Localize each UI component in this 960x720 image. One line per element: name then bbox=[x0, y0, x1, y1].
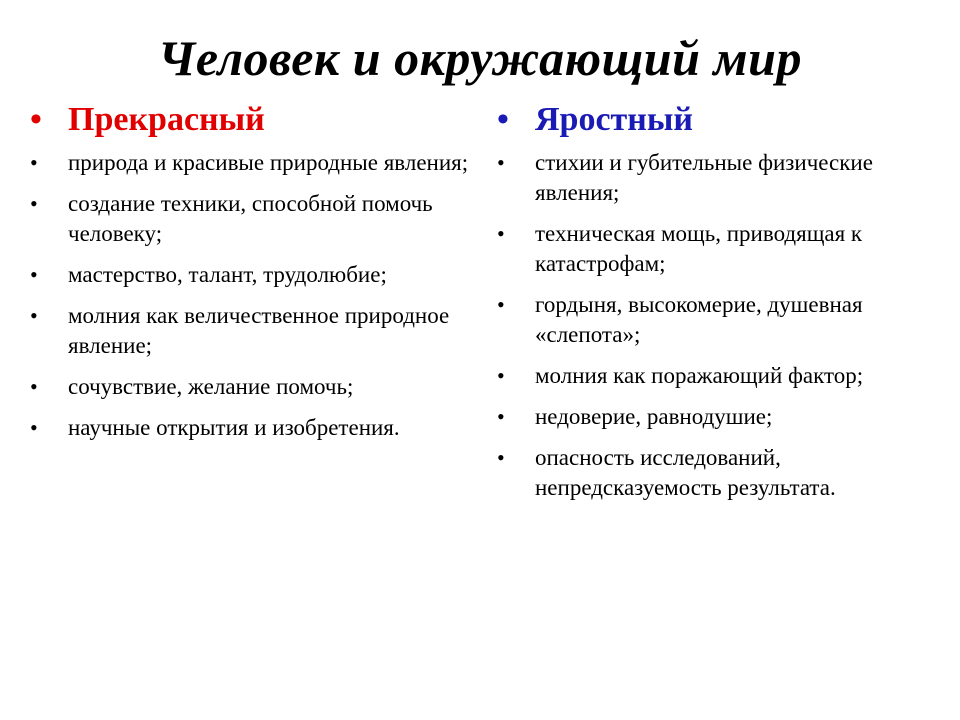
list-item bbox=[497, 402, 937, 432]
left-heading-text: Прекрасный bbox=[68, 101, 265, 138]
heading-bullet: • bbox=[30, 101, 42, 138]
bullet: • bbox=[497, 221, 505, 246]
list-item bbox=[30, 148, 470, 178]
left-column bbox=[30, 98, 470, 454]
list-item-text: гордыня, высокомерие, душевная «слепота»; bbox=[535, 292, 863, 347]
bullet: • bbox=[30, 303, 38, 328]
list-item bbox=[497, 443, 937, 503]
bullet: • bbox=[497, 292, 505, 317]
list-item bbox=[30, 301, 470, 361]
right-column bbox=[497, 98, 937, 514]
list-item bbox=[30, 260, 470, 290]
list-item-text: мастерство, талант, трудолюбие; bbox=[68, 262, 387, 287]
left-column-heading bbox=[30, 98, 470, 142]
bullet: • bbox=[497, 363, 505, 388]
list-item bbox=[497, 219, 937, 279]
bullet: • bbox=[30, 150, 38, 175]
list-item bbox=[30, 189, 470, 249]
list-item-text: природа и красивые природные явления; bbox=[68, 150, 469, 175]
list-item-text: стихии и губительные физические явления; bbox=[535, 150, 873, 205]
bullet: • bbox=[30, 415, 38, 440]
list-item-text: научные открытия и изобретения. bbox=[68, 415, 400, 440]
left-item-list bbox=[30, 148, 470, 443]
list-item-text: создание техники, способной помочь человеку; bbox=[68, 191, 433, 246]
slide-title: Человек и окружающий мир bbox=[158, 30, 802, 86]
bullet: • bbox=[30, 262, 38, 287]
list-item-text: недоверие, равнодушие; bbox=[535, 404, 773, 429]
list-item bbox=[497, 148, 937, 208]
list-item bbox=[30, 413, 470, 443]
right-item-list bbox=[497, 148, 937, 503]
bullet: • bbox=[497, 445, 505, 470]
list-item bbox=[497, 290, 937, 350]
bullet: • bbox=[497, 404, 505, 429]
list-item-text: опасность исследований, непредсказуемость результата. bbox=[535, 445, 836, 500]
list-item-text: молния как величественное природное явление; bbox=[68, 303, 450, 358]
heading-bullet: • bbox=[497, 101, 509, 138]
bullet: • bbox=[497, 150, 505, 175]
right-heading-text: Яростный bbox=[535, 101, 693, 138]
list-item bbox=[497, 361, 937, 391]
bullet: • bbox=[30, 191, 38, 216]
bullet: • bbox=[30, 374, 38, 399]
right-column-heading bbox=[497, 98, 937, 142]
list-item bbox=[30, 372, 470, 402]
list-item-text: молния как поражающий фактор; bbox=[535, 363, 864, 388]
list-item-text: сочувствие, желание помочь; bbox=[68, 374, 354, 399]
list-item-text: техническая мощь, приводящая к катастрофам; bbox=[535, 221, 863, 276]
